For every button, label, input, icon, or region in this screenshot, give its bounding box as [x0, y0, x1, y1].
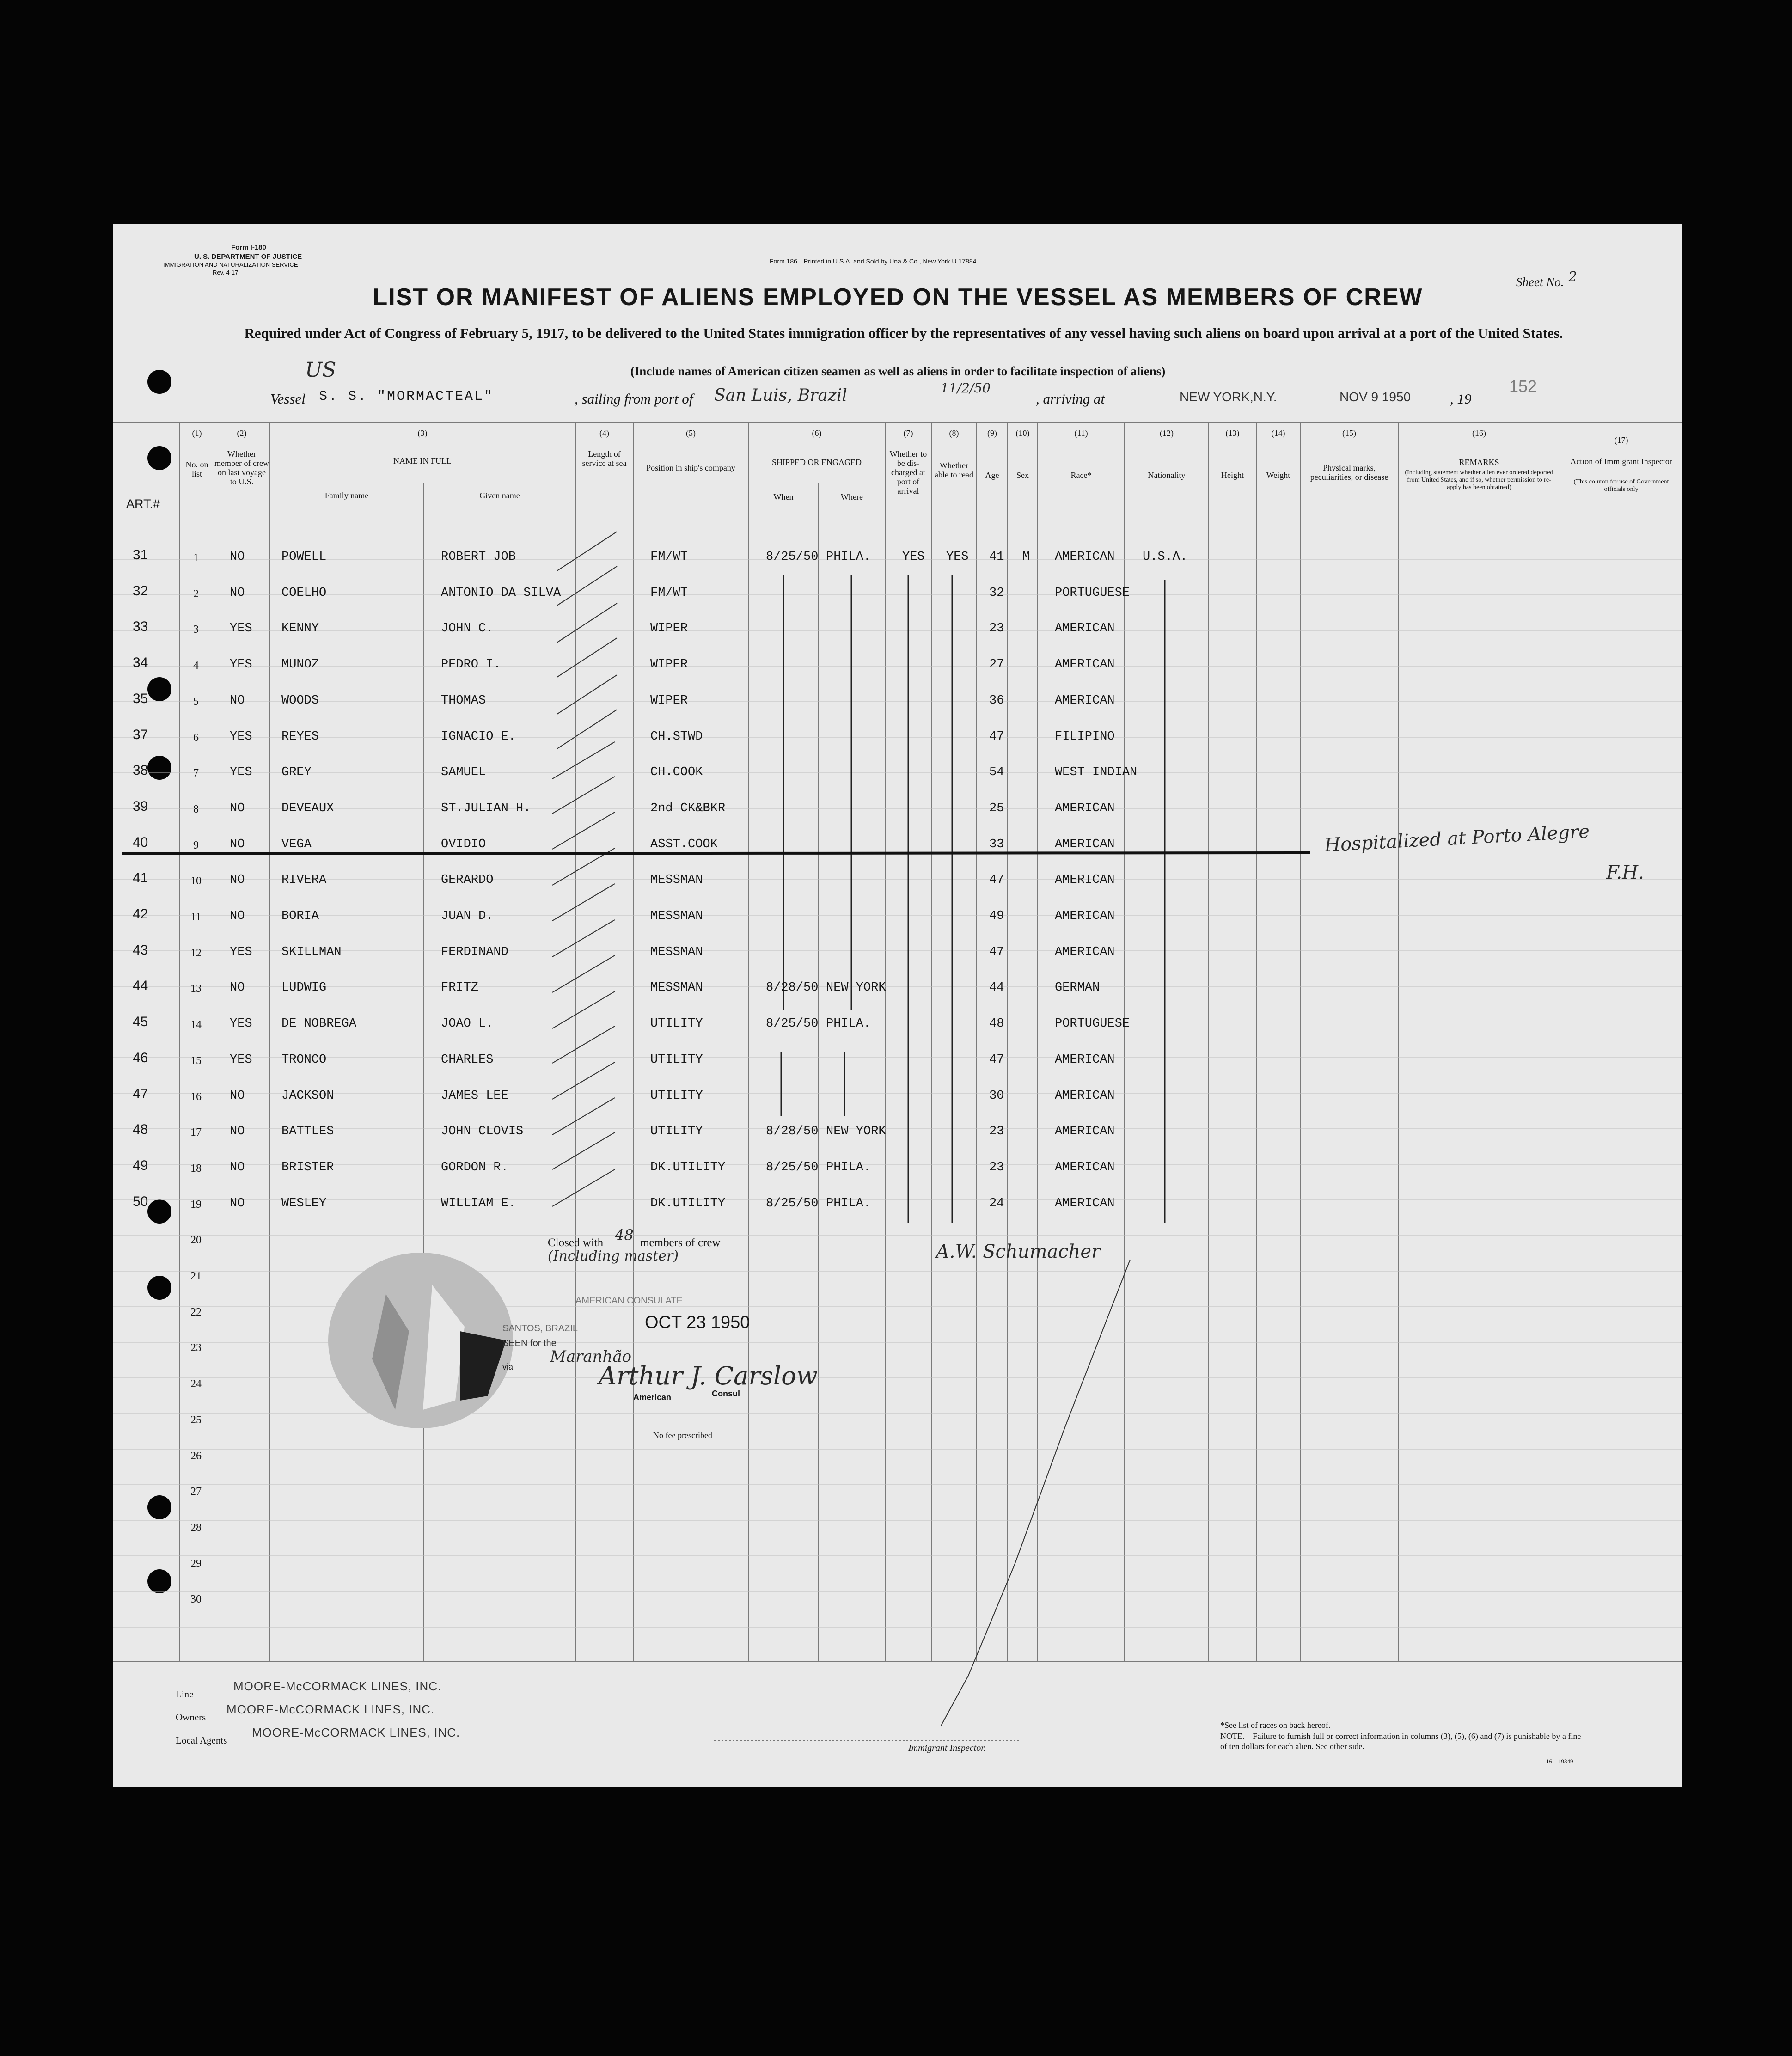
position-cell: FM/WT	[650, 586, 688, 600]
race-cell: AMERICAN	[1055, 1196, 1115, 1211]
col16-num: (16)	[1472, 428, 1486, 438]
given-name-cell: FERDINAND	[441, 945, 508, 959]
given-name-cell: IGNACIO E.	[441, 729, 516, 744]
members-label: members of crew	[640, 1236, 721, 1249]
prior-voyage-cell: NO	[230, 873, 245, 887]
col11-label: Race*	[1070, 471, 1092, 480]
sheet-label: Sheet No.	[1516, 275, 1564, 289]
line-number: 24	[190, 1378, 202, 1390]
art-number: 41	[133, 870, 148, 886]
age-cell: 25	[989, 801, 1004, 815]
col6-num: (6)	[812, 428, 822, 438]
col9-num: (9)	[987, 428, 997, 438]
family-name-cell: GREY	[281, 765, 312, 780]
races-note: *See list of races on back hereof.	[1220, 1720, 1331, 1730]
shipped-where-cell: PHILA.	[826, 550, 871, 564]
family-name-cell: REYES	[281, 729, 319, 744]
race-cell: PORTUGUESE	[1055, 1017, 1130, 1031]
requirement-text: Required under Act of Congress of February 5, 1917, to be delivered to the United States immigration officer by the representatives of any vessel having such aliens on board upon arrival at a port of the United States.	[244, 325, 1563, 341]
prior-voyage-cell: NO	[230, 586, 245, 600]
family-name-cell: JACKSON	[281, 1089, 334, 1103]
given-name-cell: OVIDIO	[441, 837, 486, 851]
family-name-cell: POWELL	[281, 550, 327, 564]
art-number: 48	[133, 1122, 148, 1138]
inspector-signature: A.W. Schumacher	[936, 1241, 1101, 1262]
us-mark: US	[305, 358, 336, 382]
age-cell: 23	[989, 622, 1004, 636]
via-place: Maranhão	[550, 1347, 632, 1366]
arriving-label: , arriving at	[1036, 391, 1105, 407]
manifest-sheet	[113, 224, 1682, 1787]
sex-cell: M	[1022, 550, 1030, 564]
sailing-label: , sailing from port of	[575, 391, 693, 407]
position-cell: CH.STWD	[650, 729, 703, 744]
vessel-name: S. S. "MORMACTEAL"	[319, 389, 494, 404]
art-number: 47	[133, 1086, 148, 1101]
prior-voyage-cell: NO	[230, 1196, 245, 1211]
col5-num: (5)	[686, 428, 696, 438]
shipped-where-cell: PHILA.	[826, 1196, 871, 1211]
art-number: 34	[133, 655, 148, 671]
given-name-cell: CHARLES	[441, 1052, 494, 1067]
race-cell: WEST INDIAN	[1055, 765, 1138, 780]
arrival-date: NOV 9 1950	[1339, 390, 1411, 404]
race-cell: AMERICAN	[1055, 693, 1115, 708]
race-cell: AMERICAN	[1055, 1089, 1115, 1103]
race-cell: AMERICAN	[1055, 837, 1115, 851]
prior-voyage-cell: YES	[230, 765, 252, 780]
line-number: 1	[193, 552, 199, 564]
shipped-when-cell: 8/25/50	[766, 1017, 819, 1031]
col3-family: Family name	[324, 491, 369, 500]
line-number: 28	[190, 1521, 202, 1534]
art-number: 32	[133, 583, 148, 599]
line-number: 15	[190, 1054, 202, 1067]
line-number: 16	[190, 1090, 202, 1103]
art-number: 42	[133, 906, 148, 922]
age-cell: 32	[989, 586, 1004, 600]
agents-value: MOORE-McCORMACK LINES, INC.	[252, 1726, 460, 1739]
prior-voyage-cell: YES	[230, 622, 252, 636]
given-name-cell: JOHN CLOVIS	[441, 1125, 524, 1139]
consular-date: OCT 23 1950	[645, 1313, 750, 1332]
given-name-cell: JAMES LEE	[441, 1089, 508, 1103]
prior-voyage-cell: YES	[230, 729, 252, 744]
line-number: 23	[190, 1342, 202, 1354]
line-number: 30	[190, 1593, 202, 1606]
given-name-cell: ST.JULIAN H.	[441, 801, 531, 815]
family-name-cell: WESLEY	[281, 1196, 327, 1211]
race-cell: GERMAN	[1055, 981, 1100, 995]
given-name-cell: JOAO L.	[441, 1017, 494, 1031]
race-cell: AMERICAN	[1055, 909, 1115, 923]
col1-num: (1)	[192, 428, 202, 438]
form-rev: Rev. 4-17-	[213, 269, 240, 276]
art-number: 33	[133, 619, 148, 635]
family-name-cell: KENNY	[281, 622, 319, 636]
given-name-cell: WILLIAM E.	[441, 1196, 516, 1211]
race-cell: AMERICAN	[1055, 550, 1115, 564]
col14-label: Weight	[1266, 471, 1290, 480]
shipped-when-cell: 8/25/50	[766, 1160, 819, 1175]
line-number: 6	[193, 731, 199, 744]
col16-sub: (Including statement whether alien ever ordered deported from United States, and if so, whether permission to re-apply has been obtained)	[1405, 469, 1553, 491]
art-number: 40	[133, 834, 148, 850]
position-cell: DK.UTILITY	[650, 1160, 726, 1175]
col12-label: Nationality	[1148, 471, 1186, 480]
art-number: 31	[133, 547, 148, 563]
position-cell: MESSMAN	[650, 909, 703, 923]
shipped-where-cell: PHILA.	[826, 1160, 871, 1175]
given-name-cell: JUAN D.	[441, 909, 494, 923]
footer-note: NOTE.—Failure to furnish full or correct information in columns (3), (5), (6) and (7) is punishable by a fine of ten dollars for each alien. See other side.	[1220, 1732, 1581, 1751]
col5-label: Position in ship's company	[646, 463, 735, 472]
position-cell: UTILITY	[650, 1125, 703, 1139]
col2-num: (2)	[237, 428, 247, 438]
family-name-cell: SKILLMAN	[281, 945, 342, 959]
given-name-cell: PEDRO I.	[441, 658, 501, 672]
line-label: Line	[176, 1689, 194, 1700]
family-name-cell: BATTLES	[281, 1125, 334, 1139]
age-cell: 47	[989, 873, 1004, 887]
col16-label: REMARKS	[1459, 458, 1499, 467]
consul-signature: Arthur J. Carslow	[599, 1361, 818, 1390]
shipped-where-cell: NEW YORK	[826, 1125, 886, 1139]
shipped-when-cell: 8/28/50	[766, 1125, 819, 1139]
inspector-label: Immigrant Inspector.	[908, 1743, 986, 1753]
sailing-port: San Luis, Brazil	[714, 386, 847, 405]
consulate-name: AMERICAN CONSULATE	[575, 1296, 683, 1306]
line-number: 21	[190, 1270, 202, 1282]
col1-label: No. on list	[185, 460, 208, 478]
line-number: 17	[190, 1126, 202, 1139]
line-number: 2	[193, 587, 199, 600]
race-cell: AMERICAN	[1055, 1052, 1115, 1067]
family-name-cell: VEGA	[281, 837, 312, 851]
col8-num: (8)	[949, 428, 959, 438]
age-cell: 36	[989, 693, 1004, 708]
given-name-cell: GERARDO	[441, 873, 494, 887]
age-cell: 27	[989, 658, 1004, 672]
given-name-cell: ROBERT JOB	[441, 550, 516, 564]
family-name-cell: BORIA	[281, 909, 319, 923]
art-number: 46	[133, 1050, 148, 1065]
col14-num: (14)	[1271, 428, 1285, 438]
age-cell: 41	[989, 550, 1004, 564]
line-value: MOORE-McCORMACK LINES, INC.	[233, 1679, 442, 1693]
line-number: 10	[190, 875, 202, 887]
sailing-date: 11/2/50	[941, 380, 991, 396]
given-name-cell: THOMAS	[441, 693, 486, 708]
age-cell: 24	[989, 1196, 1004, 1211]
col6-when: When	[773, 492, 794, 502]
including-note: (Including master)	[548, 1248, 679, 1264]
owners-label: Owners	[176, 1712, 206, 1723]
prior-voyage-cell: NO	[230, 801, 245, 815]
age-cell: 44	[989, 981, 1004, 995]
fee-note: No fee prescribed	[653, 1431, 712, 1440]
vessel-label: Vessel	[270, 391, 306, 407]
col12-num: (12)	[1160, 428, 1174, 438]
prior-voyage-cell: YES	[230, 658, 252, 672]
given-name-cell: FRITZ	[441, 981, 479, 995]
form-service: IMMIGRATION AND NATURALIZATION SERVICE	[163, 261, 298, 268]
art-number: 39	[133, 798, 148, 814]
age-cell: 33	[989, 837, 1004, 851]
race-cell: AMERICAN	[1055, 1125, 1115, 1139]
age-cell: 54	[989, 765, 1004, 780]
form-dept: U. S. DEPARTMENT OF JUSTICE	[194, 253, 302, 261]
position-cell: MESSMAN	[650, 873, 703, 887]
family-name-cell: DEVEAUX	[281, 801, 334, 815]
position-cell: MESSMAN	[650, 981, 703, 995]
col11-num: (11)	[1074, 428, 1088, 438]
race-cell: AMERICAN	[1055, 622, 1115, 636]
family-name-cell: MUNOZ	[281, 658, 319, 672]
family-name-cell: LUDWIG	[281, 981, 327, 995]
line-number: 25	[190, 1414, 202, 1426]
race-cell: FILIPINO	[1055, 729, 1115, 744]
prior-voyage-cell: NO	[230, 693, 245, 708]
prior-voyage-cell: NO	[230, 1125, 245, 1139]
form-number: Form I-180	[231, 244, 266, 251]
art-number: 38	[133, 763, 148, 778]
race-cell: PORTUGUESE	[1055, 586, 1130, 600]
printer-line: Form 186—Printed in U.S.A. and Sold by Una & Co., New York U 17884	[770, 257, 977, 265]
line-number: 4	[193, 660, 199, 672]
col4-num: (4)	[599, 428, 609, 438]
line-number: 5	[193, 695, 199, 708]
shipped-when-cell: 8/28/50	[766, 981, 819, 995]
consulate-city: SANTOS, BRAZIL	[502, 1323, 578, 1334]
line-number: 9	[193, 839, 199, 851]
remark-row9: Hospitalized at Porto Alegre	[1324, 821, 1590, 856]
shipped-where-cell: NEW YORK	[826, 981, 886, 995]
include-note: (Include names of American citizen seamen as well as aliens in order to facilitate inspection of aliens)	[630, 364, 1166, 378]
year-label: , 19	[1450, 391, 1472, 407]
col17-sub: (This column for use of Government officials only	[1573, 478, 1669, 493]
race-cell: AMERICAN	[1055, 658, 1115, 672]
col10-num: (10)	[1015, 428, 1030, 438]
remark-initials: F.H.	[1606, 862, 1644, 883]
age-cell: 48	[989, 1017, 1004, 1031]
col7-label: Whether to be dis-charged at port of arrival	[889, 449, 927, 496]
position-cell: WIPER	[650, 658, 688, 672]
race-cell: AMERICAN	[1055, 873, 1115, 887]
given-name-cell: ANTONIO DA SILVA	[441, 586, 561, 600]
art-number: 37	[133, 727, 148, 742]
col17-num: (17)	[1614, 435, 1628, 445]
col9-label: Age	[985, 471, 999, 480]
col6-label: SHIPPED OR ENGAGED	[771, 458, 862, 467]
consul-title-right: Consul	[712, 1389, 740, 1398]
prior-voyage-cell: NO	[230, 909, 245, 923]
position-cell: ASST.COOK	[650, 837, 718, 851]
col8-label: Whether able to read	[935, 461, 973, 479]
position-cell: WIPER	[650, 693, 688, 708]
race-cell: AMERICAN	[1055, 945, 1115, 959]
age-cell: 47	[989, 945, 1004, 959]
race-cell: AMERICAN	[1055, 801, 1115, 815]
prior-voyage-cell: NO	[230, 1089, 245, 1103]
art-number: 35	[133, 691, 148, 706]
col3-given: Given name	[479, 491, 520, 500]
family-name-cell: BRISTER	[281, 1160, 334, 1175]
col15-num: (15)	[1342, 428, 1356, 438]
col6-where: Where	[841, 492, 863, 502]
owners-value: MOORE-McCORMACK LINES, INC.	[226, 1702, 435, 1716]
via-label: via	[502, 1362, 514, 1371]
race-cell: AMERICAN	[1055, 1160, 1115, 1175]
col15-label: Physical marks, peculiarities, or disease	[1310, 463, 1388, 482]
col13-label: Height	[1221, 471, 1244, 480]
shipped-when-cell: 8/25/50	[766, 1196, 819, 1211]
age-cell: 49	[989, 909, 1004, 923]
age-cell: 30	[989, 1089, 1004, 1103]
position-cell: UTILITY	[650, 1017, 703, 1031]
family-name-cell: DE NOBREGA	[281, 1017, 357, 1031]
shipped-when-cell: 8/25/50	[766, 550, 819, 564]
family-name-cell: WOODS	[281, 693, 319, 708]
arriving-port: NEW YORK,N.Y.	[1180, 390, 1277, 404]
family-name-cell: TRONCO	[281, 1052, 327, 1067]
age-cell: 23	[989, 1125, 1004, 1139]
line-number: 11	[190, 911, 202, 923]
position-cell: WIPER	[650, 622, 688, 636]
line-number: 14	[190, 1019, 202, 1031]
seen-for-label: SEEN for the	[502, 1338, 557, 1348]
prior-voyage-cell: NO	[230, 981, 245, 995]
given-name-cell: GORDON R.	[441, 1160, 508, 1175]
col4-label: Length of service at sea	[582, 449, 627, 468]
art-number: 49	[133, 1157, 148, 1173]
position-cell: MESSMAN	[650, 945, 703, 959]
age-cell: 23	[989, 1160, 1004, 1175]
line-number: 26	[190, 1450, 202, 1462]
sheet-number: 2	[1568, 269, 1578, 285]
line-number: 3	[193, 624, 199, 636]
art-number: 44	[133, 978, 148, 994]
age-cell: 47	[989, 1052, 1004, 1067]
closed-with-label: Closed with	[548, 1236, 604, 1249]
crew-count: 48	[615, 1226, 634, 1244]
prior-voyage-cell: YES	[230, 1052, 252, 1067]
form-code: 16—19349	[1546, 1758, 1573, 1765]
shipped-where-cell: PHILA.	[826, 1017, 871, 1031]
col3-label: NAME IN FULL	[393, 456, 452, 465]
position-cell: 2nd CK&BKR	[650, 801, 726, 815]
line-number: 7	[193, 767, 199, 780]
nationality-cell: U.S.A.	[1143, 550, 1188, 564]
agents-label: Local Agents	[176, 1735, 227, 1746]
art-number: 50	[133, 1193, 148, 1209]
line-number: 19	[190, 1198, 202, 1211]
age-cell: 47	[989, 729, 1004, 744]
position-cell: UTILITY	[650, 1052, 703, 1067]
art-header: ART.#	[126, 497, 160, 511]
prior-voyage-cell: YES	[230, 945, 252, 959]
page-title: LIST OR MANIFEST OF ALIENS EMPLOYED ON THE VESSEL AS MEMBERS OF CREW	[373, 284, 1423, 311]
col13-num: (13)	[1225, 428, 1240, 438]
family-name-cell: RIVERA	[281, 873, 327, 887]
able-to-read-cell: YES	[946, 550, 969, 564]
line-number: 20	[190, 1234, 202, 1247]
art-number: 43	[133, 942, 148, 958]
col7-num: (7)	[903, 428, 913, 438]
line-number: 18	[190, 1162, 202, 1175]
position-cell: CH.COOK	[650, 765, 703, 780]
prior-voyage-cell: NO	[230, 1160, 245, 1175]
col3-num: (3)	[417, 428, 428, 438]
col17-label: Action of Immigrant Inspector	[1570, 457, 1672, 466]
prior-voyage-cell: YES	[230, 1017, 252, 1031]
line-number: 22	[190, 1306, 202, 1318]
prior-voyage-cell: NO	[230, 550, 245, 564]
line-number: 13	[190, 983, 202, 995]
position-cell: DK.UTILITY	[650, 1196, 726, 1211]
line-number: 12	[190, 947, 202, 959]
consul-title-left: American	[633, 1393, 672, 1402]
given-name-cell: SAMUEL	[441, 765, 486, 780]
prior-voyage-cell: NO	[230, 837, 245, 851]
position-cell: FM/WT	[650, 550, 688, 564]
given-name-cell: JOHN C.	[441, 622, 494, 636]
position-cell: UTILITY	[650, 1089, 703, 1103]
art-number: 45	[133, 1014, 148, 1030]
col2-label: Whether member of crew on last voyage to U.S.	[214, 449, 269, 486]
family-name-cell: COELHO	[281, 586, 327, 600]
discharged-cell: YES	[902, 550, 925, 564]
line-number: 8	[193, 803, 199, 815]
stamp-number: 152	[1509, 377, 1537, 396]
line-number: 27	[190, 1486, 202, 1498]
col10-label: Sex	[1016, 471, 1029, 480]
line-number: 29	[190, 1557, 202, 1570]
